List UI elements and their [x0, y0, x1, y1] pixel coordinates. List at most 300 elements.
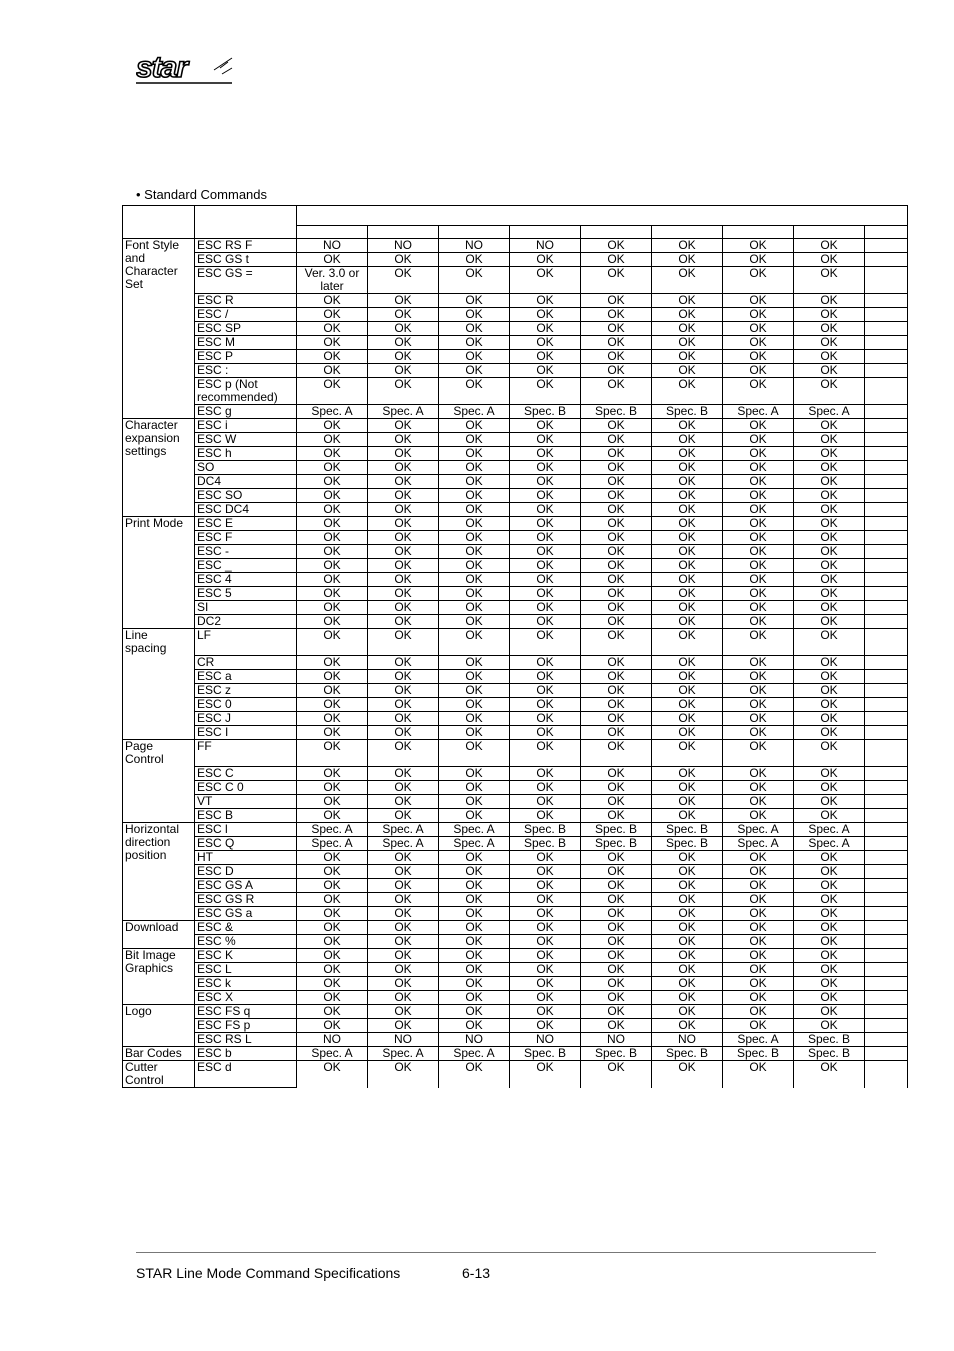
value-cell: OK [368, 949, 439, 963]
blank-cell [865, 1047, 908, 1061]
blank-cell [865, 1019, 908, 1033]
value-cell: OK [510, 308, 581, 322]
command-cell: ESC GS R [195, 893, 297, 907]
value-cell: OK [439, 253, 510, 267]
value-cell: OK [794, 935, 865, 949]
command-cell: ESC & [195, 921, 297, 935]
value-cell: OK [794, 684, 865, 698]
value-cell: OK [368, 1061, 439, 1088]
value-cell: OK [723, 559, 794, 573]
table-row [123, 461, 908, 475]
value-cell: OK [439, 740, 510, 767]
table-row [123, 963, 908, 977]
blank-cell [865, 963, 908, 977]
value-cell: OK [439, 921, 510, 935]
value-cell: OK [652, 670, 723, 684]
value-cell: OK [510, 865, 581, 879]
value-cell: OK [652, 629, 723, 656]
value-cell: OK [723, 963, 794, 977]
table-row [123, 322, 908, 336]
value-cell: OK [723, 670, 794, 684]
value-cell: OK [368, 322, 439, 336]
table-row [123, 350, 908, 364]
value-cell: Spec. B [794, 1047, 865, 1061]
value-cell: Spec. A [368, 1047, 439, 1061]
value-cell: OK [439, 865, 510, 879]
value-cell: OK [723, 1019, 794, 1033]
value-cell: OK [581, 601, 652, 615]
value-cell: Spec. B [794, 1033, 865, 1047]
value-cell: OK [723, 601, 794, 615]
value-cell: OK [439, 517, 510, 531]
table-row [123, 656, 908, 670]
value-cell: OK [510, 795, 581, 809]
value-cell: OK [581, 1019, 652, 1033]
value-cell: OK [368, 781, 439, 795]
value-cell: OK [439, 809, 510, 823]
command-cell: ESC P [195, 350, 297, 364]
blank-cell [865, 949, 908, 963]
value-cell: OK [652, 1005, 723, 1019]
blank-cell [865, 767, 908, 781]
value-cell: OK [794, 587, 865, 601]
value-cell: OK [794, 949, 865, 963]
value-cell: OK [581, 991, 652, 1005]
value-cell: OK [510, 740, 581, 767]
table-row [123, 698, 908, 712]
value-cell: OK [368, 253, 439, 267]
value-cell: OK [581, 684, 652, 698]
value-cell: OK [297, 656, 368, 670]
command-cell: ESC L [195, 963, 297, 977]
value-cell: OK [652, 239, 723, 253]
footer-title: STAR Line Mode Command Specifications [136, 1265, 401, 1281]
value-cell: OK [510, 879, 581, 893]
value-cell: OK [510, 489, 581, 503]
value-cell: OK [652, 573, 723, 587]
table-row [123, 865, 908, 879]
value-cell: OK [652, 865, 723, 879]
value-cell: OK [581, 615, 652, 629]
value-cell: OK [439, 991, 510, 1005]
command-cell: SI [195, 601, 297, 615]
value-cell: Spec. B [510, 837, 581, 851]
value-cell: OK [723, 475, 794, 489]
command-cell: ESC k [195, 977, 297, 991]
value-cell: OK [581, 781, 652, 795]
value-cell: OK [581, 963, 652, 977]
value-cell: OK [794, 1005, 865, 1019]
value-cell: OK [510, 726, 581, 740]
blank-cell [865, 879, 908, 893]
category-cell: Cutter Control [123, 1061, 195, 1088]
value-cell: OK [581, 1005, 652, 1019]
blank-cell [865, 1005, 908, 1019]
value-cell: OK [368, 294, 439, 308]
value-cell: OK [368, 921, 439, 935]
value-cell: OK [510, 517, 581, 531]
header-cell [439, 226, 510, 239]
value-cell: OK [368, 615, 439, 629]
blank-cell [865, 977, 908, 991]
value-cell: OK [581, 656, 652, 670]
value-cell: OK [652, 253, 723, 267]
value-cell: OK [794, 698, 865, 712]
value-cell: OK [652, 740, 723, 767]
header-cell [652, 226, 723, 239]
table-row [123, 405, 908, 419]
command-cell: ESC W [195, 433, 297, 447]
value-cell: OK [581, 364, 652, 378]
header-cell [794, 226, 865, 239]
value-cell: OK [581, 447, 652, 461]
blank-cell [865, 545, 908, 559]
table-row [123, 489, 908, 503]
value-cell: Spec. A [297, 1047, 368, 1061]
value-cell: OK [652, 350, 723, 364]
table-row [123, 670, 908, 684]
value-cell: OK [510, 907, 581, 921]
value-cell: OK [510, 545, 581, 559]
value-cell: OK [297, 378, 368, 405]
value-cell: OK [297, 461, 368, 475]
value-cell: OK [510, 1005, 581, 1019]
value-cell: OK [439, 698, 510, 712]
value-cell: OK [723, 921, 794, 935]
value-cell: Spec. B [510, 405, 581, 419]
value-cell: NO [439, 239, 510, 253]
value-cell: OK [510, 253, 581, 267]
blank-cell [865, 253, 908, 267]
value-cell: OK [439, 684, 510, 698]
value-cell: OK [652, 267, 723, 294]
value-cell: OK [581, 726, 652, 740]
value-cell: OK [723, 253, 794, 267]
table-row [123, 475, 908, 489]
blank-cell [865, 447, 908, 461]
value-cell: OK [652, 322, 723, 336]
command-cell: ESC GS t [195, 253, 297, 267]
value-cell: OK [368, 629, 439, 656]
value-cell: OK [510, 615, 581, 629]
value-cell: OK [652, 907, 723, 921]
value-cell: OK [297, 740, 368, 767]
value-cell: OK [581, 865, 652, 879]
value-cell: OK [439, 656, 510, 670]
command-cell: DC4 [195, 475, 297, 489]
value-cell: OK [652, 893, 723, 907]
value-cell: Spec. A [439, 823, 510, 837]
value-cell: OK [439, 949, 510, 963]
value-cell: OK [723, 531, 794, 545]
value-cell: OK [297, 781, 368, 795]
value-cell: Spec. A [297, 837, 368, 851]
value-cell: OK [794, 991, 865, 1005]
value-cell: OK [723, 851, 794, 865]
value-cell: OK [794, 350, 865, 364]
value-cell: OK [439, 601, 510, 615]
table-row [123, 308, 908, 322]
value-cell: OK [439, 935, 510, 949]
blank-cell [865, 921, 908, 935]
value-cell: OK [581, 378, 652, 405]
value-cell: OK [794, 322, 865, 336]
command-cell: ESC J [195, 712, 297, 726]
value-cell: Spec. A [368, 837, 439, 851]
table-row [123, 447, 908, 461]
command-cell: ESC g [195, 405, 297, 419]
command-cell: ESC K [195, 949, 297, 963]
value-cell: OK [581, 531, 652, 545]
blank-cell [865, 893, 908, 907]
value-cell: OK [794, 629, 865, 656]
value-cell: OK [510, 921, 581, 935]
value-cell: OK [510, 573, 581, 587]
value-cell: OK [581, 921, 652, 935]
value-cell: OK [368, 433, 439, 447]
table-row [123, 378, 908, 405]
value-cell: OK [439, 963, 510, 977]
blank-cell [865, 308, 908, 322]
table-row [123, 531, 908, 545]
value-cell: OK [439, 545, 510, 559]
command-cell: ESC M [195, 336, 297, 350]
category-cell: Logo [123, 1005, 195, 1047]
table-row [123, 267, 908, 294]
blank-cell [865, 461, 908, 475]
value-cell: OK [794, 977, 865, 991]
value-cell: Ver. 3.0 or later [297, 267, 368, 294]
value-cell: Spec. B [723, 1047, 794, 1061]
value-cell: OK [439, 573, 510, 587]
value-cell: OK [581, 795, 652, 809]
command-cell: ESC FS q [195, 1005, 297, 1019]
value-cell: OK [652, 294, 723, 308]
value-cell: OK [439, 447, 510, 461]
value-cell: OK [439, 559, 510, 573]
value-cell: OK [297, 851, 368, 865]
table-row [123, 517, 908, 531]
blank-cell [865, 991, 908, 1005]
value-cell: OK [439, 781, 510, 795]
value-cell: OK [439, 1061, 510, 1088]
value-cell: OK [368, 1005, 439, 1019]
value-cell: OK [652, 503, 723, 517]
value-cell: OK [368, 447, 439, 461]
blank-cell [865, 531, 908, 545]
value-cell: OK [510, 475, 581, 489]
command-cell: ESC X [195, 991, 297, 1005]
blank-cell [865, 740, 908, 767]
value-cell: OK [794, 447, 865, 461]
value-cell: OK [510, 851, 581, 865]
value-cell: OK [794, 893, 865, 907]
value-cell: Spec. A [368, 823, 439, 837]
value-cell: OK [439, 489, 510, 503]
value-cell: OK [581, 698, 652, 712]
category-cell: Print Mode [123, 517, 195, 629]
value-cell: OK [581, 419, 652, 433]
header-cell [723, 226, 794, 239]
value-cell: OK [297, 712, 368, 726]
value-cell: OK [581, 879, 652, 893]
table-row [123, 1047, 908, 1061]
value-cell: Spec. A [723, 837, 794, 851]
table-row [123, 684, 908, 698]
value-cell: OK [297, 795, 368, 809]
value-cell: OK [723, 712, 794, 726]
value-cell: OK [439, 893, 510, 907]
value-cell: NO [297, 1033, 368, 1047]
value-cell: Spec. A [794, 837, 865, 851]
value-cell: OK [794, 865, 865, 879]
table-row [123, 893, 908, 907]
footer-rule [136, 1252, 876, 1253]
table-row [123, 419, 908, 433]
value-cell: OK [510, 350, 581, 364]
value-cell: Spec. B [652, 823, 723, 837]
command-cell: ESC SO [195, 489, 297, 503]
value-cell: OK [794, 767, 865, 781]
value-cell: OK [581, 267, 652, 294]
category-cell: Line spacing [123, 629, 195, 740]
command-cell: ESC l [195, 823, 297, 837]
value-cell: OK [510, 503, 581, 517]
command-cell: ESC h [195, 447, 297, 461]
value-cell: OK [794, 656, 865, 670]
value-cell: OK [652, 475, 723, 489]
value-cell: OK [794, 267, 865, 294]
value-cell: OK [510, 935, 581, 949]
value-cell: OK [581, 322, 652, 336]
value-cell: OK [297, 670, 368, 684]
value-cell: OK [581, 503, 652, 517]
value-cell: Spec. A [439, 837, 510, 851]
value-cell: OK [794, 795, 865, 809]
table-row [123, 781, 908, 795]
command-cell: ESC DC4 [195, 503, 297, 517]
value-cell: OK [368, 267, 439, 294]
command-cell: ESC 0 [195, 698, 297, 712]
blank-cell [865, 823, 908, 837]
command-cell: ESC Q [195, 837, 297, 851]
value-cell: OK [510, 419, 581, 433]
value-cell: OK [652, 726, 723, 740]
value-cell: OK [794, 559, 865, 573]
value-cell: OK [794, 364, 865, 378]
value-cell: OK [723, 656, 794, 670]
value-cell: OK [652, 949, 723, 963]
blank-cell [865, 781, 908, 795]
value-cell: OK [794, 531, 865, 545]
blank-cell [865, 601, 908, 615]
value-cell: OK [652, 963, 723, 977]
table-row [123, 336, 908, 350]
value-cell: OK [439, 503, 510, 517]
value-cell: OK [652, 935, 723, 949]
blank-cell [865, 809, 908, 823]
value-cell: OK [297, 698, 368, 712]
value-cell: OK [581, 350, 652, 364]
value-cell: OK [652, 517, 723, 531]
value-cell: OK [652, 447, 723, 461]
value-cell: OK [723, 503, 794, 517]
value-cell: OK [510, 378, 581, 405]
value-cell: OK [723, 1005, 794, 1019]
value-cell: OK [368, 517, 439, 531]
value-cell: OK [794, 601, 865, 615]
value-cell: OK [652, 684, 723, 698]
value-cell: OK [510, 809, 581, 823]
value-cell: OK [368, 684, 439, 698]
blank-cell [865, 475, 908, 489]
value-cell: Spec. A [723, 823, 794, 837]
value-cell: OK [368, 851, 439, 865]
command-cell: ESC - [195, 545, 297, 559]
value-cell: Spec. B [581, 1047, 652, 1061]
value-cell: OK [510, 267, 581, 294]
value-cell: OK [368, 670, 439, 684]
value-cell: OK [794, 475, 865, 489]
value-cell: OK [652, 378, 723, 405]
value-cell: Spec. A [723, 405, 794, 419]
value-cell: OK [297, 865, 368, 879]
value-cell: OK [510, 559, 581, 573]
value-cell: OK [652, 977, 723, 991]
blank-cell [865, 1033, 908, 1047]
header-cell [297, 206, 908, 226]
value-cell: OK [439, 350, 510, 364]
value-cell: OK [439, 433, 510, 447]
blank-cell [865, 239, 908, 253]
value-cell: OK [581, 712, 652, 726]
value-cell: NO [439, 1033, 510, 1047]
value-cell: OK [652, 336, 723, 350]
table-row [123, 615, 908, 629]
value-cell: NO [368, 1033, 439, 1047]
value-cell: OK [723, 726, 794, 740]
value-cell: OK [439, 712, 510, 726]
command-cell: ESC I [195, 726, 297, 740]
header-cell [297, 226, 368, 239]
star-logo [136, 50, 236, 86]
header-cell [123, 206, 195, 239]
value-cell: OK [652, 308, 723, 322]
blank-cell [865, 726, 908, 740]
command-cell: ESC % [195, 935, 297, 949]
value-cell: OK [368, 503, 439, 517]
value-cell: OK [723, 489, 794, 503]
value-cell: OK [581, 461, 652, 475]
value-cell: OK [652, 767, 723, 781]
value-cell: OK [439, 879, 510, 893]
value-cell: OK [297, 587, 368, 601]
value-cell: OK [297, 921, 368, 935]
blank-cell [865, 684, 908, 698]
value-cell: OK [652, 1019, 723, 1033]
blank-cell [865, 350, 908, 364]
blank-cell [865, 573, 908, 587]
value-cell: OK [368, 378, 439, 405]
command-compatibility-table [122, 205, 908, 1088]
value-cell: OK [581, 977, 652, 991]
value-cell: OK [368, 740, 439, 767]
value-cell: OK [297, 475, 368, 489]
value-cell: OK [439, 615, 510, 629]
command-cell: ESC b [195, 1047, 297, 1061]
value-cell: Spec. B [510, 1047, 581, 1061]
value-cell: OK [510, 656, 581, 670]
